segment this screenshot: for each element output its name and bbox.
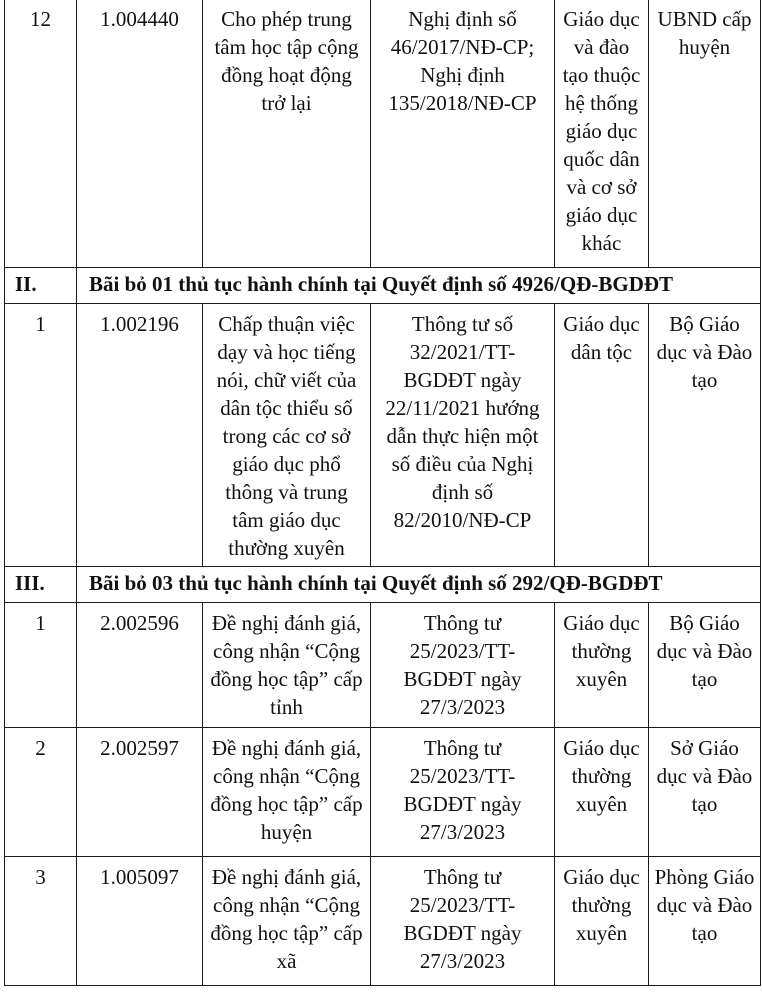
procedure-name: Chấp thuận việc dạy và học tiếng nói, chữ viết của dân tộc thiểu số trong các cơ sở giáo dục phổ thông và trung tâm giáo dục thường xuyên xyxy=(203,304,371,567)
table-row xyxy=(5,304,761,567)
legal-basis: Thông tư số 32/2021/TT-BGDĐT ngày 22/11/2021 hướng dẫn thực hiện một số điều của Nghị định số 82/2010/NĐ-CP xyxy=(371,304,555,567)
procedure-code: 2.002596 xyxy=(77,603,203,728)
legal-basis: Nghị định số 46/2017/NĐ-CP; Nghị định 135/2018/NĐ-CP xyxy=(371,0,555,268)
row-number: 2 xyxy=(5,728,77,857)
legal-basis: Thông tư 25/2023/TT-BGDĐT ngày 27/3/2023 xyxy=(371,857,555,986)
legal-basis: Thông tư 25/2023/TT-BGDĐT ngày 27/3/2023 xyxy=(371,603,555,728)
procedure-code: 1.002196 xyxy=(77,304,203,567)
section-number: II. xyxy=(5,268,77,304)
procedure-name: Đề nghị đánh giá, công nhận “Cộng đồng học tập” cấp huyện xyxy=(203,728,371,857)
section-heading-row xyxy=(5,567,761,603)
implementing-agency: UBND cấp huyện xyxy=(649,0,761,268)
section-heading-row xyxy=(5,268,761,304)
implementing-agency: Bộ Giáo dục và Đào tạo xyxy=(649,304,761,567)
field-area: Giáo dục thường xuyên xyxy=(555,603,649,728)
table-row xyxy=(5,0,761,268)
implementing-agency: Phòng Giáo dục và Đào tạo xyxy=(649,857,761,986)
section-number: III. xyxy=(5,567,77,603)
field-area: Giáo dục dân tộc xyxy=(555,304,649,567)
legal-basis: Thông tư 25/2023/TT-BGDĐT ngày 27/3/2023 xyxy=(371,728,555,857)
procedure-name: Đề nghị đánh giá, công nhận “Cộng đồng học tập” cấp xã xyxy=(203,857,371,986)
procedure-name: Đề nghị đánh giá, công nhận “Cộng đồng học tập” cấp tỉnh xyxy=(203,603,371,728)
implementing-agency: Bộ Giáo dục và Đào tạo xyxy=(649,603,761,728)
table-row xyxy=(5,603,761,728)
procedure-code: 1.004440 xyxy=(77,0,203,268)
field-area: Giáo dục và đào tạo thuộc hệ thống giáo dục quốc dân và cơ sở giáo dục khác xyxy=(555,0,649,268)
procedure-table xyxy=(4,0,761,986)
section-title: Bãi bỏ 01 thủ tục hành chính tại Quyết định số 4926/QĐ-BGDĐT xyxy=(77,268,761,304)
row-number: 12 xyxy=(5,0,77,268)
procedure-code: 1.005097 xyxy=(77,857,203,986)
table-row xyxy=(5,728,761,857)
procedure-code: 2.002597 xyxy=(77,728,203,857)
row-number: 1 xyxy=(5,304,77,567)
table-row xyxy=(5,857,761,986)
field-area: Giáo dục thường xuyên xyxy=(555,857,649,986)
row-number: 1 xyxy=(5,603,77,728)
procedure-name: Cho phép trung tâm học tập cộng đồng hoạt động trở lại xyxy=(203,0,371,268)
field-area: Giáo dục thường xuyên xyxy=(555,728,649,857)
implementing-agency: Sở Giáo dục và Đào tạo xyxy=(649,728,761,857)
section-title: Bãi bỏ 03 thủ tục hành chính tại Quyết định số 292/QĐ-BGDĐT xyxy=(77,567,761,603)
row-number: 3 xyxy=(5,857,77,986)
